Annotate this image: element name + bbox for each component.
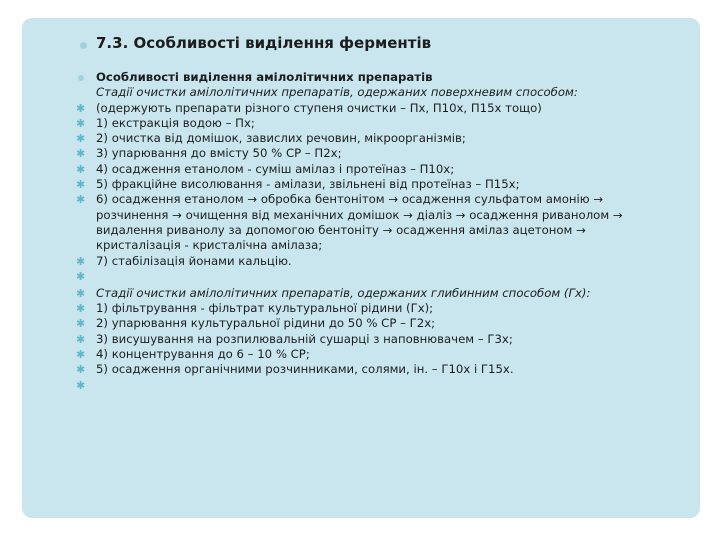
list-item <box>74 362 634 377</box>
list-item-text: 4) концентрування до 6 – 10 % СР; <box>96 347 310 362</box>
list-item <box>74 286 634 301</box>
list-item <box>74 254 634 269</box>
star-bullet-icon: ✱ <box>76 348 86 362</box>
star-bullet-icon: ✱ <box>76 132 86 146</box>
list-item-text: 3) упарювання до вмісту 50 % СР – П2х; <box>96 146 342 161</box>
list-item <box>74 85 634 100</box>
round-bullet-icon <box>78 75 84 81</box>
star-bullet-icon: ✱ <box>76 332 86 346</box>
list-item-text: 1) екстракція водою – Пх; <box>96 115 255 130</box>
list-item <box>74 378 634 395</box>
star-bullet-icon: ✱ <box>76 286 86 300</box>
list-item <box>74 101 634 116</box>
star-bullet-icon: ✱ <box>76 101 86 115</box>
title-bullet-icon <box>80 42 87 49</box>
list-item-text: 5) фракційне висолювання - амілази, звільнені від протеїназ – П15х; <box>96 177 520 192</box>
list-item-text: 2) очистка від домішок, завислих речовин, мікроорганізмів; <box>96 131 466 146</box>
list-item <box>74 332 634 347</box>
star-bullet-icon: ✱ <box>76 116 86 130</box>
list-item-text: Особливості виділення амілолітичних препаратів <box>96 70 433 84</box>
list-item <box>74 70 634 85</box>
list-item <box>74 116 634 131</box>
list-item-text: 7) стабілізація йонами кальцію. <box>96 253 292 268</box>
content-list <box>74 70 634 395</box>
list-item <box>74 347 634 362</box>
star-bullet-icon: ✱ <box>76 302 86 316</box>
list-item <box>74 177 634 192</box>
list-item-text: 4) осадження етанолом - суміш амілаз і протеїназ – П10х; <box>96 161 455 176</box>
list-item-text: 2) упарювання культуральної рідини до 50 % СР – Г2х; <box>96 316 436 331</box>
list-item <box>74 146 634 161</box>
star-bullet-icon: ✱ <box>76 178 86 192</box>
list-item <box>74 131 634 146</box>
list-item <box>74 269 634 286</box>
slide-title: 7.3. Особливості виділення ферментів <box>96 34 432 52</box>
star-bullet-icon: ✱ <box>76 162 86 176</box>
star-bullet-icon: ✱ <box>76 254 86 268</box>
list-item-text: Стадії очистки амілолітичних препаратів, одержаних поверхневим способом: <box>96 85 578 100</box>
list-item <box>74 316 634 331</box>
list-item-text: Стадії очистки амілолітичних препаратів, одержаних глибинним способом (Гх): <box>96 285 591 300</box>
star-bullet-icon: ✱ <box>76 147 86 161</box>
star-bullet-icon: ✱ <box>76 269 86 283</box>
star-bullet-icon: ✱ <box>76 317 86 331</box>
title-row <box>96 34 431 52</box>
list-item <box>74 301 634 316</box>
star-bullet-icon: ✱ <box>76 363 86 377</box>
list-item-text: (одержують препарати різного ступеня очистки – Пх, П10х, П15х тощо) <box>96 100 542 115</box>
list-item <box>74 192 634 253</box>
list-item-text: 1) фільтрування - фільтрат культуральної рідини (Гх); <box>96 301 434 316</box>
star-bullet-icon: ✱ <box>76 378 86 392</box>
list-item-text: 6) осадження етанолом → обробка бентонітом → осадження сульфатом амонію → розчинення → очищення від механічних домішок → діаліз → осадження риванолом → видалення риванолу за допомогою бентоніту → осадження амілаз ацетоном → кристалізація - кристалічна амілаза; <box>96 192 623 253</box>
list-item <box>74 162 634 177</box>
star-bullet-icon: ✱ <box>76 193 86 207</box>
list-item-text: 5) осадження органічними розчинниками, солями, ін. – Г10х і Г15х. <box>96 362 514 377</box>
list-item-text: 3) висушування на розпилювальній сушарці з наповнювачем – Г3х; <box>96 331 513 346</box>
